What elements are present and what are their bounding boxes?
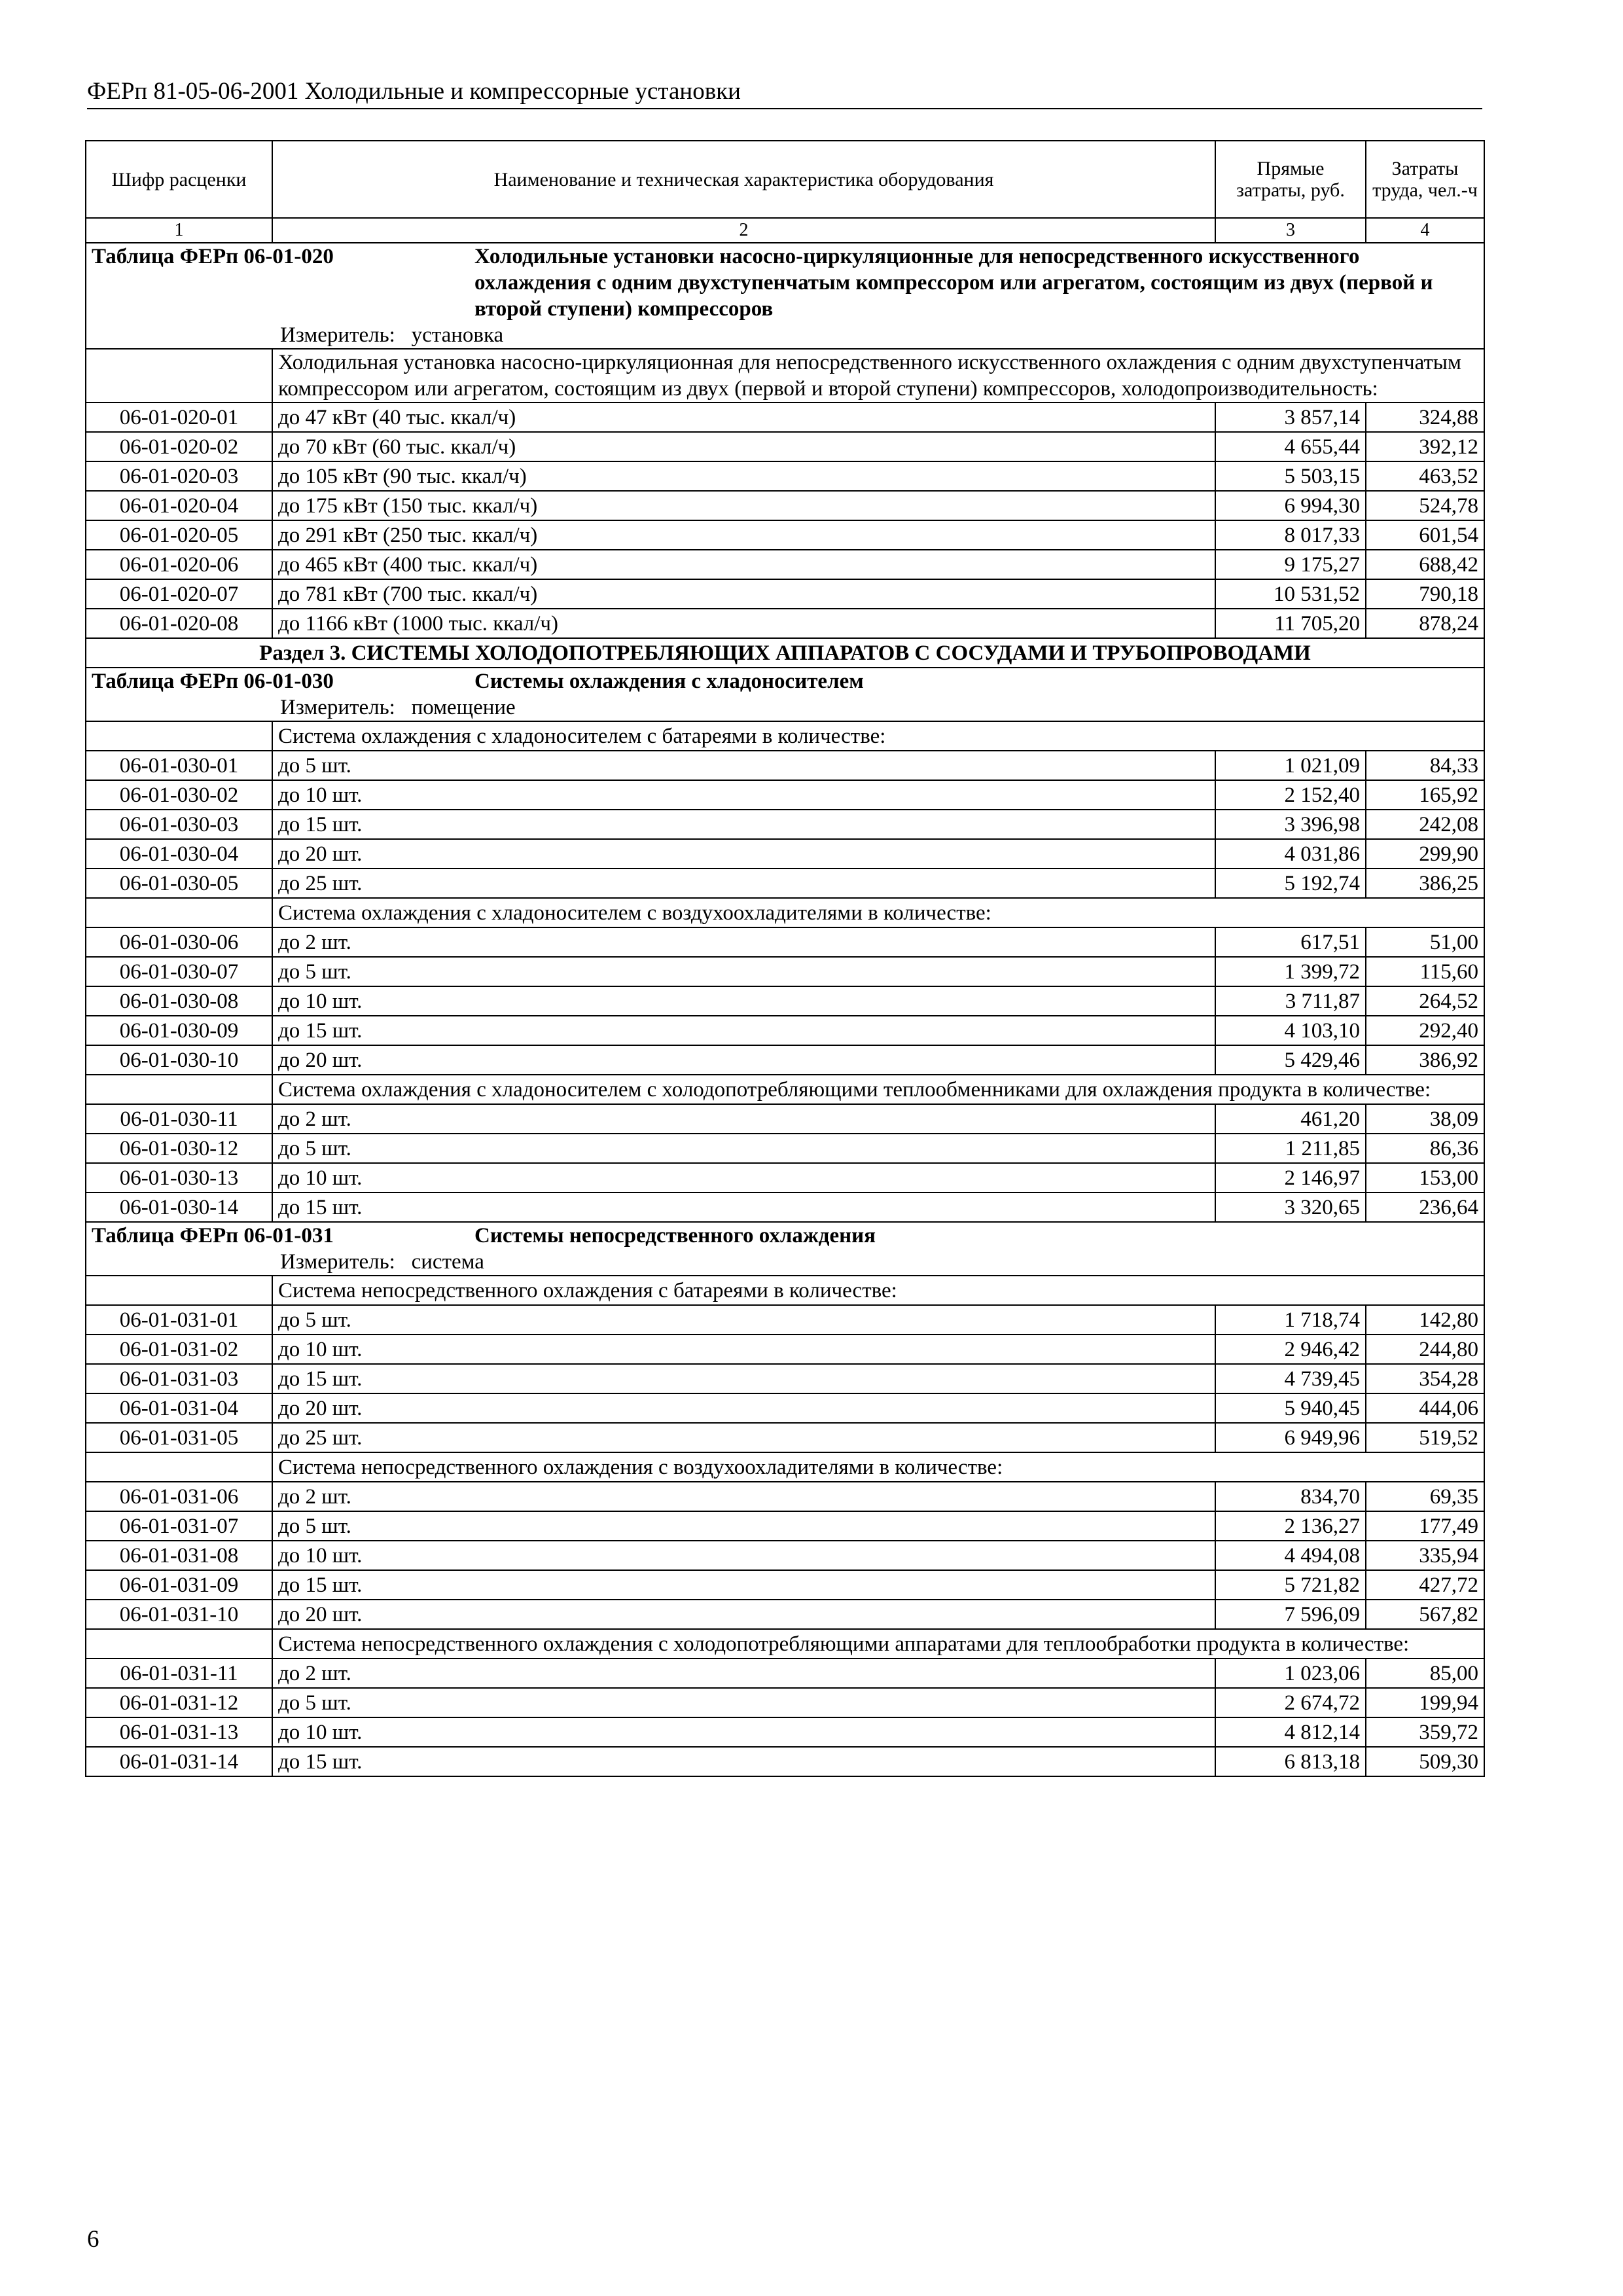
rate-code: 06-01-031-05 bbox=[86, 1423, 272, 1452]
direct-cost-value: 4 031,86 bbox=[1215, 839, 1366, 869]
group-description-row bbox=[86, 1452, 1484, 1482]
table-row bbox=[86, 1659, 1484, 1688]
rate-name: до 10 шт. bbox=[272, 1163, 1215, 1193]
direct-cost-value: 4 739,45 bbox=[1215, 1364, 1366, 1393]
rate-code: 06-01-020-07 bbox=[86, 579, 272, 609]
group-description: Холодильная установка насосно-циркуляционная для непосредственного искусственного охлаждения с одним двухступенчатым компрессором или агрегатом, состоящим из двух (первой и второй ступени) компрессоров, холодопроизводительность: bbox=[272, 349, 1484, 403]
rate-code: 06-01-031-01 bbox=[86, 1305, 272, 1335]
group-description: Система охлаждения с хладоносителем с воздухоохладителями в количестве: bbox=[272, 898, 1484, 927]
rate-code: 06-01-031-07 bbox=[86, 1511, 272, 1541]
rate-code: 06-01-031-13 bbox=[86, 1717, 272, 1747]
table-row bbox=[86, 403, 1484, 432]
table-title-block bbox=[92, 668, 1478, 694]
page-number: 6 bbox=[87, 2226, 99, 2253]
table-row bbox=[86, 609, 1484, 638]
group-description-row bbox=[86, 721, 1484, 751]
direct-cost-value: 2 152,40 bbox=[1215, 780, 1366, 810]
rate-name: до 15 шт. bbox=[272, 810, 1215, 839]
rate-name: до 5 шт. bbox=[272, 957, 1215, 986]
measure-line bbox=[92, 694, 1478, 721]
labor-value: 324,88 bbox=[1366, 403, 1484, 432]
direct-cost-value: 2 146,97 bbox=[1215, 1163, 1366, 1193]
rate-code: 06-01-030-07 bbox=[86, 957, 272, 986]
rate-name: до 105 кВт (90 тыс. ккал/ч) bbox=[272, 461, 1215, 491]
labor-value: 335,94 bbox=[1366, 1541, 1484, 1570]
table-row bbox=[86, 1163, 1484, 1193]
table-title-block bbox=[92, 243, 1478, 322]
labor-value: 86,36 bbox=[1366, 1134, 1484, 1163]
table-row bbox=[86, 1305, 1484, 1335]
direct-cost-value: 2 136,27 bbox=[1215, 1511, 1366, 1541]
rate-code: 06-01-030-02 bbox=[86, 780, 272, 810]
direct-cost-value: 6 994,30 bbox=[1215, 491, 1366, 520]
rate-code: 06-01-031-12 bbox=[86, 1688, 272, 1717]
rate-code: 06-01-030-04 bbox=[86, 839, 272, 869]
section-heading-row bbox=[86, 638, 1484, 668]
direct-cost-value: 1 021,09 bbox=[1215, 751, 1366, 780]
rate-code: 06-01-031-09 bbox=[86, 1570, 272, 1600]
rate-code: 06-01-030-11 bbox=[86, 1104, 272, 1134]
labor-value: 236,64 bbox=[1366, 1193, 1484, 1222]
labor-value: 524,78 bbox=[1366, 491, 1484, 520]
labor-value: 264,52 bbox=[1366, 986, 1484, 1016]
column-number: 3 bbox=[1215, 218, 1366, 243]
rate-name: до 47 кВт (40 тыс. ккал/ч) bbox=[272, 403, 1215, 432]
rate-name: до 2 шт. bbox=[272, 1104, 1215, 1134]
empty-cell bbox=[86, 1629, 272, 1659]
direct-cost-value: 2 674,72 bbox=[1215, 1688, 1366, 1717]
direct-cost-value: 9 175,27 bbox=[1215, 550, 1366, 579]
table-row bbox=[86, 1482, 1484, 1511]
rate-name: до 465 кВт (400 тыс. ккал/ч) bbox=[272, 550, 1215, 579]
group-description-row bbox=[86, 1276, 1484, 1305]
labor-value: 85,00 bbox=[1366, 1659, 1484, 1688]
rate-name: до 20 шт. bbox=[272, 1045, 1215, 1075]
measure-line bbox=[92, 1249, 1478, 1275]
column-number: 1 bbox=[86, 218, 272, 243]
direct-cost-value: 7 596,09 bbox=[1215, 1600, 1366, 1629]
column-header-name: Наименование и техническая характеристика оборудования bbox=[272, 141, 1215, 218]
group-description-row bbox=[86, 1075, 1484, 1104]
group-description-row bbox=[86, 898, 1484, 927]
table-code: Таблица ФЕРп 06-01-020 bbox=[92, 245, 334, 268]
header-rule bbox=[87, 108, 1482, 109]
rate-code: 06-01-020-02 bbox=[86, 432, 272, 461]
labor-value: 878,24 bbox=[1366, 609, 1484, 638]
group-description: Система непосредственного охлаждения с батареями в количестве: bbox=[272, 1276, 1484, 1305]
empty-cell bbox=[86, 1075, 272, 1104]
direct-cost-value: 834,70 bbox=[1215, 1482, 1366, 1511]
rates-table-body bbox=[86, 141, 1484, 1776]
labor-value: 51,00 bbox=[1366, 927, 1484, 957]
labor-value: 153,00 bbox=[1366, 1163, 1484, 1193]
rate-name: до 2 шт. bbox=[272, 927, 1215, 957]
labor-value: 299,90 bbox=[1366, 839, 1484, 869]
table-row bbox=[86, 579, 1484, 609]
labor-value: 392,12 bbox=[1366, 432, 1484, 461]
group-description-row bbox=[86, 349, 1484, 403]
table-title-block bbox=[92, 1223, 1478, 1249]
empty-cell bbox=[86, 721, 272, 751]
table-row bbox=[86, 1045, 1484, 1075]
table-row bbox=[86, 432, 1484, 461]
labor-value: 142,80 bbox=[1366, 1305, 1484, 1335]
table-row bbox=[86, 1541, 1484, 1570]
rate-code: 06-01-031-10 bbox=[86, 1600, 272, 1629]
direct-cost-value: 6 949,96 bbox=[1215, 1423, 1366, 1452]
labor-value: 519,52 bbox=[1366, 1423, 1484, 1452]
measure-value: установка bbox=[411, 323, 504, 347]
rate-name: до 20 шт. bbox=[272, 839, 1215, 869]
labor-value: 386,92 bbox=[1366, 1045, 1484, 1075]
direct-cost-value: 5 721,82 bbox=[1215, 1570, 1366, 1600]
table-code: Таблица ФЕРп 06-01-030 bbox=[92, 670, 334, 693]
rate-name: до 10 шт. bbox=[272, 780, 1215, 810]
rate-name: до 781 кВт (700 тыс. ккал/ч) bbox=[272, 579, 1215, 609]
direct-cost-value: 5 192,74 bbox=[1215, 869, 1366, 898]
rate-name: до 15 шт. bbox=[272, 1193, 1215, 1222]
direct-cost-value: 1 718,74 bbox=[1215, 1305, 1366, 1335]
direct-cost-value: 617,51 bbox=[1215, 927, 1366, 957]
direct-cost-value: 8 017,33 bbox=[1215, 520, 1366, 550]
empty-cell bbox=[86, 349, 272, 403]
rate-code: 06-01-031-11 bbox=[86, 1659, 272, 1688]
direct-cost-value: 4 655,44 bbox=[1215, 432, 1366, 461]
empty-cell bbox=[86, 898, 272, 927]
table-row bbox=[86, 810, 1484, 839]
labor-value: 177,49 bbox=[1366, 1511, 1484, 1541]
labor-value: 790,18 bbox=[1366, 579, 1484, 609]
rate-name: до 15 шт. bbox=[272, 1570, 1215, 1600]
direct-cost-value: 6 813,18 bbox=[1215, 1747, 1366, 1776]
table-title-row bbox=[86, 668, 1484, 721]
direct-cost-value: 1 211,85 bbox=[1215, 1134, 1366, 1163]
table-row bbox=[86, 1016, 1484, 1045]
rate-name: до 2 шт. bbox=[272, 1659, 1215, 1688]
rate-code: 06-01-030-14 bbox=[86, 1193, 272, 1222]
table-row bbox=[86, 1423, 1484, 1452]
rate-code: 06-01-020-08 bbox=[86, 609, 272, 638]
group-description: Система охлаждения с хладоносителем с холодопотребляющими теплообменниками для охлаждения продукта в количестве: bbox=[272, 1075, 1484, 1104]
direct-cost-value: 3 857,14 bbox=[1215, 403, 1366, 432]
measure-label: Измеритель: bbox=[280, 323, 395, 347]
table-row bbox=[86, 1193, 1484, 1222]
table-title-cell bbox=[86, 1222, 1484, 1276]
table-row bbox=[86, 1393, 1484, 1423]
rate-name: до 15 шт. bbox=[272, 1016, 1215, 1045]
rate-code: 06-01-020-04 bbox=[86, 491, 272, 520]
rate-code: 06-01-031-14 bbox=[86, 1747, 272, 1776]
measure-label: Измеритель: bbox=[280, 1250, 395, 1274]
direct-cost-value: 1 399,72 bbox=[1215, 957, 1366, 986]
column-header-labor: Затраты труда, чел.-ч bbox=[1366, 141, 1484, 218]
table-row bbox=[86, 1335, 1484, 1364]
table-row bbox=[86, 1600, 1484, 1629]
labor-value: 244,80 bbox=[1366, 1335, 1484, 1364]
rate-name: до 5 шт. bbox=[272, 1305, 1215, 1335]
labor-value: 601,54 bbox=[1366, 520, 1484, 550]
rate-code: 06-01-030-12 bbox=[86, 1134, 272, 1163]
direct-cost-value: 5 503,15 bbox=[1215, 461, 1366, 491]
table-row bbox=[86, 869, 1484, 898]
table-row bbox=[86, 839, 1484, 869]
table-title: Системы охлаждения с хладоносителем bbox=[474, 670, 864, 693]
direct-cost-value: 2 946,42 bbox=[1215, 1335, 1366, 1364]
rate-name: до 15 шт. bbox=[272, 1747, 1215, 1776]
direct-cost-value: 3 320,65 bbox=[1215, 1193, 1366, 1222]
direct-cost-value: 10 531,52 bbox=[1215, 579, 1366, 609]
direct-cost-value: 5 429,46 bbox=[1215, 1045, 1366, 1075]
table-title-cell bbox=[86, 243, 1484, 349]
table-row bbox=[86, 1717, 1484, 1747]
measure-line bbox=[92, 322, 1478, 348]
measure-label: Измеритель: bbox=[280, 696, 395, 719]
rate-name: до 15 шт. bbox=[272, 1364, 1215, 1393]
direct-cost-value: 3 711,87 bbox=[1215, 986, 1366, 1016]
rate-name: до 2 шт. bbox=[272, 1482, 1215, 1511]
rates-table bbox=[85, 140, 1485, 1777]
rate-code: 06-01-030-09 bbox=[86, 1016, 272, 1045]
table-row bbox=[86, 927, 1484, 957]
rate-code: 06-01-020-06 bbox=[86, 550, 272, 579]
section-heading: Раздел 3. СИСТЕМЫ ХОЛОДОПОТРЕБЛЯЮЩИХ АППАРАТОВ С СОСУДАМИ И ТРУБОПРОВОДАМИ bbox=[86, 638, 1484, 668]
direct-cost-value: 4 494,08 bbox=[1215, 1541, 1366, 1570]
labor-value: 354,28 bbox=[1366, 1364, 1484, 1393]
measure-value: система bbox=[411, 1250, 484, 1274]
rate-name: до 1166 кВт (1000 тыс. ккал/ч) bbox=[272, 609, 1215, 638]
rate-name: до 10 шт. bbox=[272, 1717, 1215, 1747]
table-row bbox=[86, 1570, 1484, 1600]
page-header-title: ФЕРп 81-05-06-2001 Холодильные и компрессорные установки bbox=[87, 78, 741, 105]
direct-cost-value: 1 023,06 bbox=[1215, 1659, 1366, 1688]
table-row bbox=[86, 491, 1484, 520]
labor-value: 242,08 bbox=[1366, 810, 1484, 839]
table-title-row bbox=[86, 1222, 1484, 1276]
group-description: Система непосредственного охлаждения с холодопотребляющими аппаратами для теплообработки продукта в количестве: bbox=[272, 1629, 1484, 1659]
empty-cell bbox=[86, 1276, 272, 1305]
rate-name: до 10 шт. bbox=[272, 986, 1215, 1016]
rate-code: 06-01-030-08 bbox=[86, 986, 272, 1016]
direct-cost-value: 461,20 bbox=[1215, 1104, 1366, 1134]
group-description: Система непосредственного охлаждения с воздухоохладителями в количестве: bbox=[272, 1452, 1484, 1482]
rate-code: 06-01-030-06 bbox=[86, 927, 272, 957]
rate-name: до 5 шт. bbox=[272, 1688, 1215, 1717]
table-row bbox=[86, 1364, 1484, 1393]
column-number: 4 bbox=[1366, 218, 1484, 243]
table-title: Холодильные установки насосно-циркуляционные для непосредственного искусственного охлаждения с одним двухступенчатым компрессором или агрегатом, состоящим из двух (первой и второй ступени) компрессоров bbox=[474, 245, 1433, 321]
column-header-code: Шифр расценки bbox=[86, 141, 272, 218]
rate-code: 06-01-031-02 bbox=[86, 1335, 272, 1364]
table-code: Таблица ФЕРп 06-01-031 bbox=[92, 1224, 334, 1247]
rate-name: до 10 шт. bbox=[272, 1541, 1215, 1570]
table-title-cell bbox=[86, 668, 1484, 721]
rate-code: 06-01-031-06 bbox=[86, 1482, 272, 1511]
table-row bbox=[86, 461, 1484, 491]
labor-value: 38,09 bbox=[1366, 1104, 1484, 1134]
table-title: Системы непосредственного охлаждения bbox=[474, 1224, 876, 1247]
empty-cell bbox=[86, 1452, 272, 1482]
rate-name: до 5 шт. bbox=[272, 1134, 1215, 1163]
rate-code: 06-01-031-08 bbox=[86, 1541, 272, 1570]
measure-value: помещение bbox=[411, 696, 516, 719]
table-row bbox=[86, 751, 1484, 780]
table-row bbox=[86, 1511, 1484, 1541]
column-header-row bbox=[86, 141, 1484, 218]
rate-code: 06-01-030-13 bbox=[86, 1163, 272, 1193]
table-row bbox=[86, 986, 1484, 1016]
group-description: Система охлаждения с хладоносителем с батареями в количестве: bbox=[272, 721, 1484, 751]
rate-name: до 25 шт. bbox=[272, 1423, 1215, 1452]
rate-code: 06-01-020-05 bbox=[86, 520, 272, 550]
labor-value: 567,82 bbox=[1366, 1600, 1484, 1629]
rate-code: 06-01-031-03 bbox=[86, 1364, 272, 1393]
rate-name: до 175 кВт (150 тыс. ккал/ч) bbox=[272, 491, 1215, 520]
labor-value: 69,35 bbox=[1366, 1482, 1484, 1511]
rate-code: 06-01-030-03 bbox=[86, 810, 272, 839]
table-row bbox=[86, 1747, 1484, 1776]
rate-name: до 20 шт. bbox=[272, 1393, 1215, 1423]
table-row bbox=[86, 1104, 1484, 1134]
labor-value: 463,52 bbox=[1366, 461, 1484, 491]
table-row bbox=[86, 780, 1484, 810]
labor-value: 509,30 bbox=[1366, 1747, 1484, 1776]
rate-name: до 5 шт. bbox=[272, 1511, 1215, 1541]
table-row bbox=[86, 1134, 1484, 1163]
rate-name: до 20 шт. bbox=[272, 1600, 1215, 1629]
table-row bbox=[86, 520, 1484, 550]
table-row bbox=[86, 1688, 1484, 1717]
rate-code: 06-01-020-01 bbox=[86, 403, 272, 432]
rate-name: до 70 кВт (60 тыс. ккал/ч) bbox=[272, 432, 1215, 461]
rate-code: 06-01-030-01 bbox=[86, 751, 272, 780]
rate-code: 06-01-020-03 bbox=[86, 461, 272, 491]
labor-value: 386,25 bbox=[1366, 869, 1484, 898]
table-title-row bbox=[86, 243, 1484, 349]
rate-name: до 25 шт. bbox=[272, 869, 1215, 898]
rate-code: 06-01-030-05 bbox=[86, 869, 272, 898]
direct-cost-value: 4 812,14 bbox=[1215, 1717, 1366, 1747]
table-row bbox=[86, 957, 1484, 986]
rate-name: до 10 шт. bbox=[272, 1335, 1215, 1364]
labor-value: 688,42 bbox=[1366, 550, 1484, 579]
table-row bbox=[86, 550, 1484, 579]
labor-value: 359,72 bbox=[1366, 1717, 1484, 1747]
labor-value: 292,40 bbox=[1366, 1016, 1484, 1045]
rate-name: до 291 кВт (250 тыс. ккал/ч) bbox=[272, 520, 1215, 550]
rate-code: 06-01-031-04 bbox=[86, 1393, 272, 1423]
labor-value: 115,60 bbox=[1366, 957, 1484, 986]
column-header-direct-cost: Прямые затраты, руб. bbox=[1215, 141, 1366, 218]
rate-code: 06-01-030-10 bbox=[86, 1045, 272, 1075]
labor-value: 84,33 bbox=[1366, 751, 1484, 780]
column-number: 2 bbox=[272, 218, 1215, 243]
direct-cost-value: 5 940,45 bbox=[1215, 1393, 1366, 1423]
direct-cost-value: 4 103,10 bbox=[1215, 1016, 1366, 1045]
direct-cost-value: 3 396,98 bbox=[1215, 810, 1366, 839]
rate-name: до 5 шт. bbox=[272, 751, 1215, 780]
labor-value: 199,94 bbox=[1366, 1688, 1484, 1717]
direct-cost-value: 11 705,20 bbox=[1215, 609, 1366, 638]
labor-value: 427,72 bbox=[1366, 1570, 1484, 1600]
column-number-row bbox=[86, 218, 1484, 243]
group-description-row bbox=[86, 1629, 1484, 1659]
labor-value: 444,06 bbox=[1366, 1393, 1484, 1423]
labor-value: 165,92 bbox=[1366, 780, 1484, 810]
